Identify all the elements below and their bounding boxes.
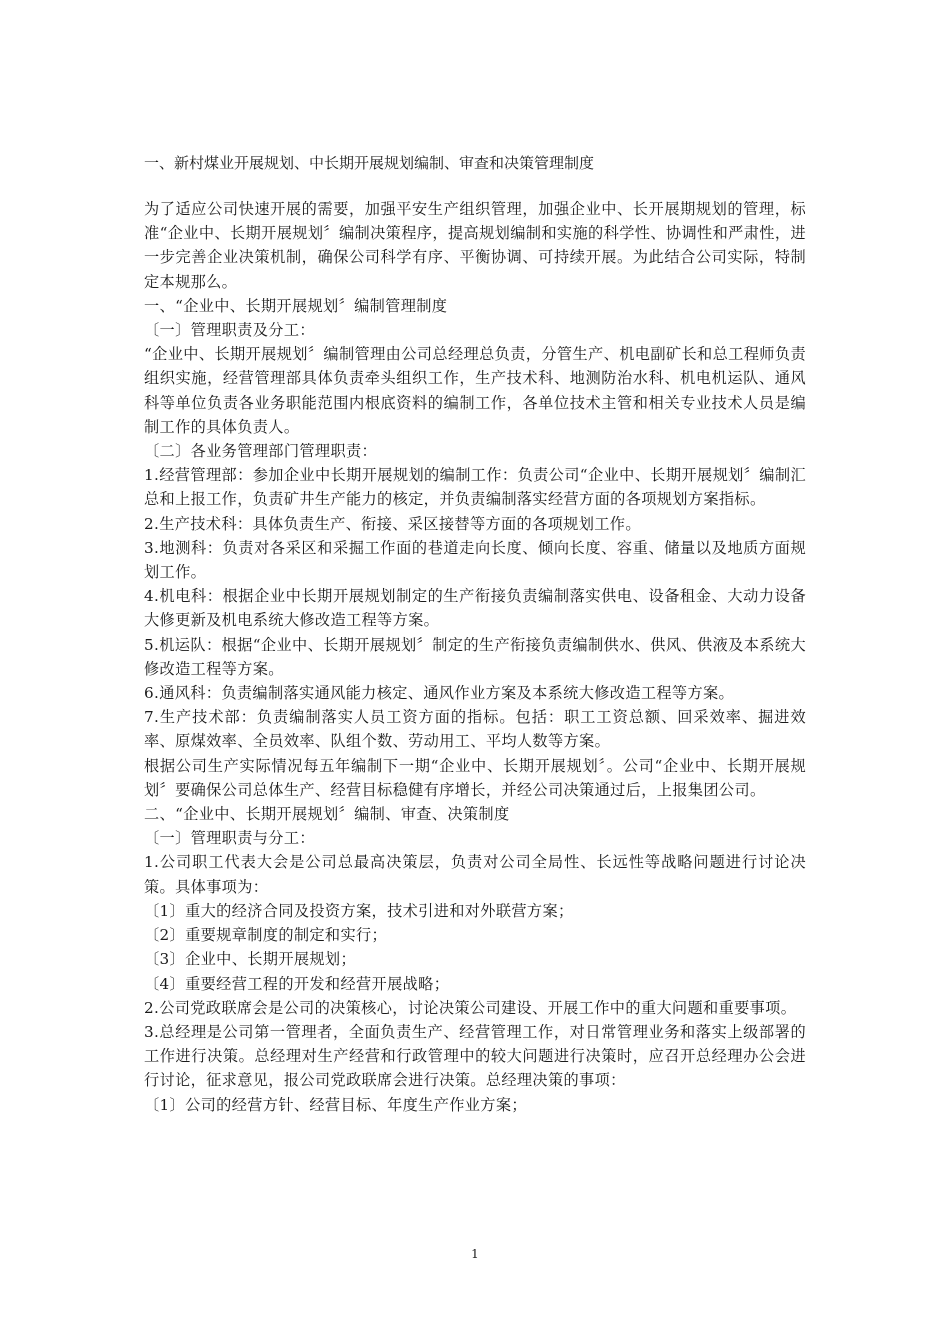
section-heading: 二、“企业中、长期开展规划〞编制、审查、决策制度 bbox=[144, 805, 510, 824]
list-item: 6.通风科：负责编制落实通风能力核定、通风作业方案及本系统大修改造工程等方案。 bbox=[144, 684, 735, 703]
sub-list-item: 〔2〕重要规章制度的制定和实行； bbox=[144, 926, 388, 945]
list-item: 3.总经理是公司第一管理者，全面负责生产、经营管理工作，对日常管理业务和落实上级部署的工作进行决策。总经理对生产经营和行政管理中的较大问题进行决策时，应召开总经理办公会进行讨论，征求意见，报公司党政联席会进行决策。总经理决策的事项： bbox=[144, 1022, 806, 1090]
document-title: 一、新村煤业开展规划、中长期开展规划编制、审查和决策管理制度 bbox=[144, 154, 595, 172]
list-item: 4.机电科：根据企业中长期开展规划制定的生产衔接负责编制落实供电、设备租金、大动力设备大修更新及机电系统大修改造工程等方案。 bbox=[144, 587, 806, 630]
list-item: 5.机运队：根据“企业中、长期开展规划〞制定的生产衔接负责编制供水、供风、供液及本系统大修改造工程等方案。 bbox=[144, 635, 806, 678]
list-item: 7.生产技术部：负责编制落实人员工资方面的指标。包括：职工工资总额、回采效率、掘进效率、原煤效率、全员效率、队组个数、劳动用工、平均人数等方案。 bbox=[144, 708, 806, 751]
list-item: 1.公司职工代表大会是公司总最高决策层，负责对公司全局性、长远性等战略问题进行讨论决策。具体事项为： bbox=[144, 853, 806, 896]
sub-list-item: 〔3〕企业中、长期开展规划； bbox=[144, 950, 357, 969]
section-heading: 一、“企业中、长期开展规划〞编制管理制度 bbox=[144, 296, 448, 315]
list-item: 2.生产技术科：具体负责生产、衔接、采区接替等方面的各项规划工作。 bbox=[144, 514, 641, 533]
paragraph: 根据公司生产实际情况每五年编制下一期“企业中、长期开展规划〞。公司“企业中、长期开展规划〞要确保公司总体生产、经营目标稳健有序增长，并经公司决策通过后，上报集团公司。 bbox=[144, 756, 806, 799]
paragraph: “企业中、长期开展规划〞编制管理由公司总经理总负责，分管生产、机电副矿长和总工程师负责组织实施，经营管理部具体负责牵头组织工作，生产技术科、地测防治水科、机电机运队、通风科等单位负责各业务职能范围内根底资料的编制工作，各单位技术主管和相关专业技术人员是编制工作的具体负责人。 bbox=[144, 345, 806, 436]
list-item: 3.地测科：负责对各采区和采掘工作面的巷道走向长度、倾向长度、容重、储量以及地质方面规划工作。 bbox=[144, 538, 806, 582]
sub-list-item: 〔4〕重要经营工程的开发和经营开展战略； bbox=[144, 974, 450, 993]
subsection-heading: 〔一〕管理职责与分工： bbox=[144, 829, 315, 848]
subsection-heading: 〔二〕各业务管理部门管理职责： bbox=[144, 442, 378, 461]
sub-list-item: 〔1〕重大的经济合同及投资方案，技术引进和对外联营方案； bbox=[144, 901, 574, 920]
list-item: 2.公司党政联席会是公司的决策核心，讨论决策公司建设、开展工作中的重大问题和重要事项。 bbox=[144, 998, 797, 1017]
subsection-heading: 〔一〕管理职责及分工： bbox=[144, 321, 315, 340]
paragraph: 为了适应公司快速开展的需要，加强平安生产组织管理，加强企业中、长开展期规划的管理，标准“企业中、长期开展规划〞编制决策程序，提高规划编制和实施的科学性、协调性和严肃性，进一步完善企业决策机制，确保公司科学有序、平衡协调、可持续开展。为此结合公司实际，特制定本规那么。 bbox=[144, 200, 806, 291]
sub-list-item: 〔1〕公司的经营方针、经营目标、年度生产作业方案； bbox=[144, 1095, 527, 1114]
page-number: 1 bbox=[471, 1247, 479, 1261]
document-body bbox=[144, 197, 806, 1117]
list-item: 1.经营管理部：参加企业中长期开展规划的编制工作：负责公司“企业中、长期开展规划〞编制汇总和上报工作，负责矿井生产能力的核定，并负责编制落实经营方面的各项规划方案指标。 bbox=[144, 466, 806, 509]
